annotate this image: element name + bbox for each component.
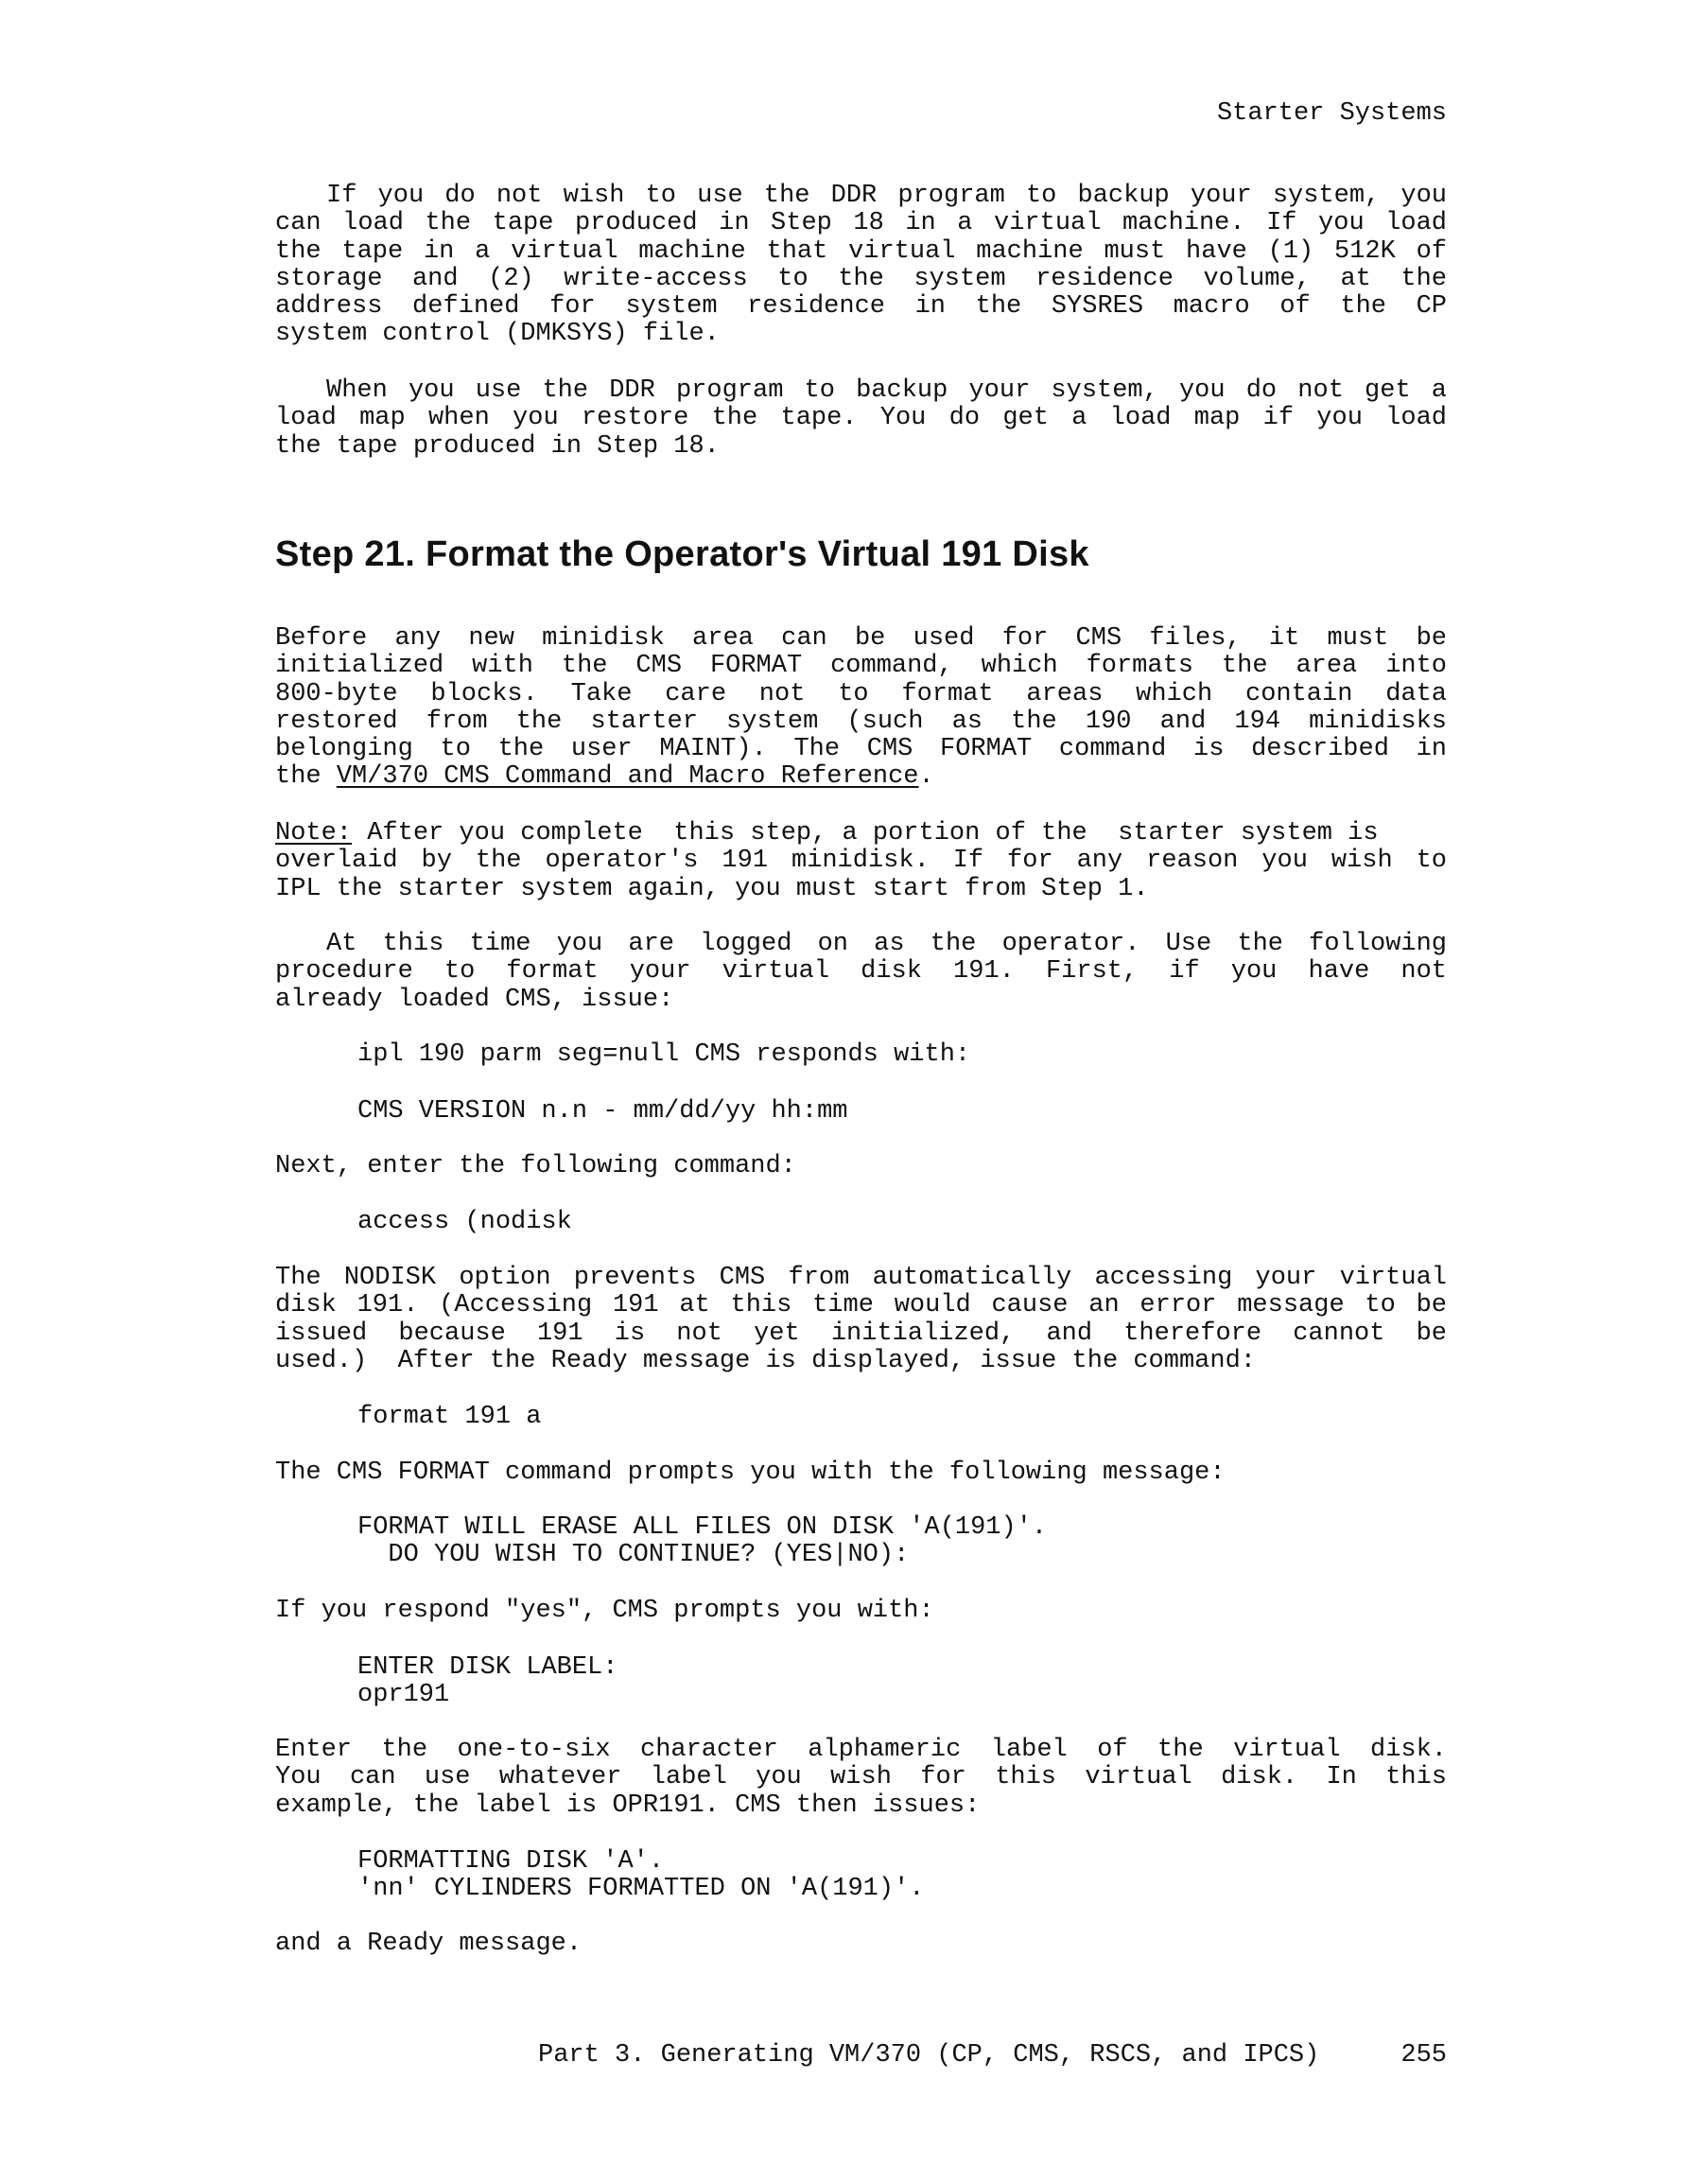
- note-label: Note:: [275, 819, 353, 847]
- text-line: Next, enter the following command:: [275, 1152, 796, 1180]
- text-line: overlaid by the operator's 191 minidisk. If for any reason you wish to: [275, 847, 1447, 876]
- running-header: Starter Systems: [1216, 99, 1447, 128]
- note: [275, 820, 1447, 903]
- text-line: When you use the DDR program to backup your system, you do not get a: [326, 376, 1447, 405]
- text-line: You can use whatever label you wish for this virtual disk. In this: [275, 1763, 1447, 1792]
- text-line: storage and (2) write-access to the system residence volume, at the: [275, 264, 1447, 293]
- text-line: can load the tape produced in Step 18 in a virtual machine. If you load: [275, 209, 1447, 238]
- message-line: FORMATTING DISK 'A'.: [357, 1847, 665, 1876]
- text-line: Before any new minidisk area can be used for CMS files, it must be: [275, 624, 1447, 653]
- text-line: address defined for system residence in the SYSRES macro of the CP: [275, 292, 1447, 322]
- text-line: If you do not wish to use the DDR program to backup your system, you: [326, 182, 1447, 210]
- text-line: At this time you are logged on as the operator. Use the following: [326, 930, 1447, 958]
- text-segment: .: [918, 762, 934, 792]
- text-line: restored from the starter system (such as the 190 and 194 minidisks: [275, 707, 1447, 736]
- text-line: 800-byte blocks. Take care not to format areas which contain data: [275, 679, 1447, 708]
- text-line: system control (DMKSYS) file.: [275, 320, 720, 349]
- paragraph-label: [275, 1737, 1447, 1820]
- command-ipl: ipl 190 parm seg=null CMS responds with:: [357, 1040, 971, 1069]
- text-line: issued because 191 is not yet initialized, and therefore cannot be: [275, 1319, 1447, 1348]
- text-line: example, the label is OPR191. CMS then issues:: [275, 1791, 981, 1820]
- message-line: FORMAT WILL ERASE ALL FILES ON DISK 'A(191)'.: [357, 1513, 1048, 1542]
- text-line: used.) After the Ready message is displayed, issue the command:: [275, 1346, 1256, 1375]
- text-segment: the: [275, 762, 337, 792]
- message-line: ENTER DISK LABEL:: [357, 1653, 618, 1682]
- text-line: Enter the one-to-six character alphameric label of the virtual disk.: [275, 1736, 1447, 1764]
- paragraph-minidisk: [275, 625, 1447, 792]
- message-line: 'nn' CYLINDERS FORMATTED ON 'A(191)'.: [357, 1875, 925, 1904]
- text-line: belonging to the user MAINT). The CMS FORMAT command is described in: [275, 735, 1447, 764]
- text-segment: After you complete this step, a portion of the starter system is: [352, 819, 1379, 847]
- format-prompt: [357, 1514, 1529, 1570]
- text-line: disk 191. (Accessing 191 at this time would cause an error message to be: [275, 1291, 1447, 1320]
- paragraph-nodisk: [275, 1265, 1447, 1375]
- paragraph-load-map: [275, 377, 1447, 461]
- text-line: initialized with the CMS FORMAT command, which formats the area into: [275, 652, 1447, 681]
- footer-text: Part 3. Generating VM/370 (CP, CMS, RSCS, and IPCS): [538, 2041, 1320, 2070]
- message-line: DO YOU WISH TO CONTINUE? (YES|NO):: [357, 1541, 910, 1570]
- text-line: If you respond "yes", CMS prompts you with:: [275, 1597, 934, 1625]
- message-version: CMS VERSION n.n - mm/dd/yy hh:mm: [357, 1097, 848, 1126]
- section-heading: Step 21. Format the Operator's Virtual 191 Disk: [275, 534, 1089, 574]
- text-line: load map when you restore the tape. You do get a load map if you load: [275, 404, 1447, 433]
- text-line: The NODISK option prevents CMS from automatically accessing your virtual: [275, 1264, 1447, 1292]
- page-footer: [538, 2041, 1447, 2070]
- text-line: the tape in a virtual machine that virtual machine must have (1) 512K of: [275, 236, 1447, 266]
- text-line: already loaded CMS, issue:: [275, 985, 674, 1014]
- paragraph-ddr-backup: [275, 183, 1447, 349]
- book-reference: VM/370 CMS Command and Macro Reference: [336, 762, 919, 792]
- text-line: The CMS FORMAT command prompts you with the following message:: [275, 1459, 1226, 1487]
- text-line: IPL the starter system again, you must start from Step 1.: [275, 874, 1149, 903]
- message-line: opr191: [357, 1681, 450, 1710]
- text-line: the tape produced in Step 18.: [275, 431, 720, 461]
- text-line: and a Ready message.: [275, 1930, 583, 1958]
- paragraph-procedure: [275, 931, 1447, 1014]
- command-access: access (nodisk: [357, 1208, 572, 1236]
- command-format: format 191 a: [357, 1403, 542, 1431]
- text-line: [275, 820, 1447, 847]
- page-number: 255: [1400, 2041, 1447, 2070]
- text-line: procedure to format your virtual disk 191. First, if you have not: [275, 957, 1447, 987]
- label-prompt: [357, 1654, 1529, 1710]
- format-output: [357, 1848, 1529, 1904]
- text-line: [275, 763, 1447, 791]
